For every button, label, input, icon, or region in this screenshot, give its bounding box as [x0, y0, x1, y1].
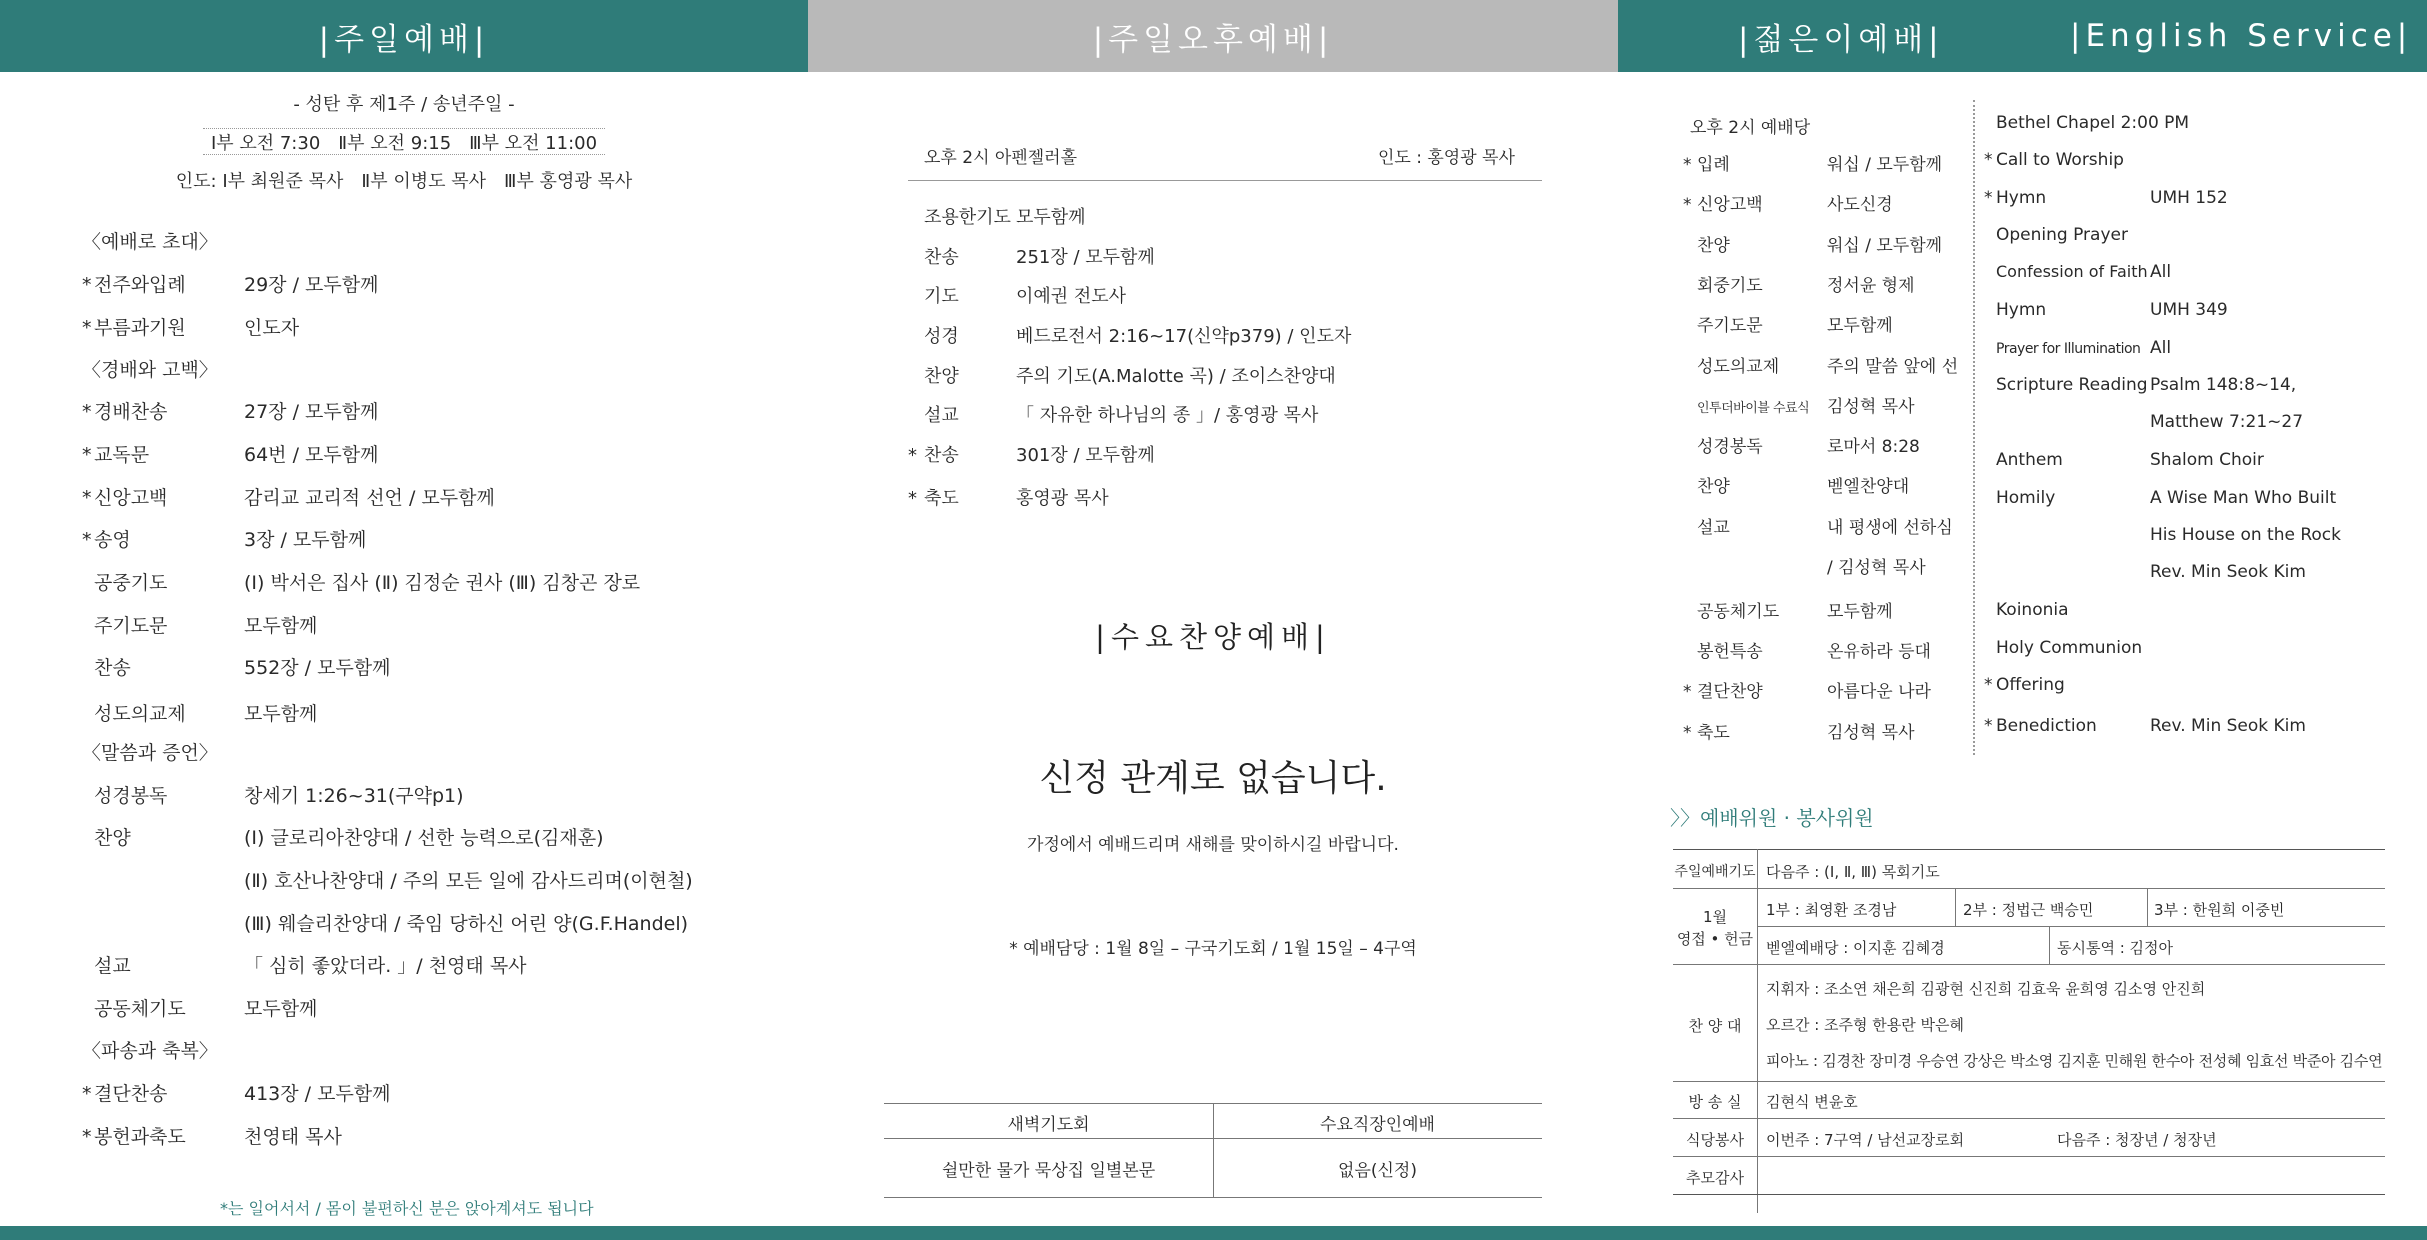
order-item: Rev. Min Seok Kim	[2150, 562, 2306, 582]
bottom-bar	[0, 1226, 2427, 1240]
usher-part2: 2부 : 정법근 백승민	[1963, 901, 2094, 919]
usher-label-month: 1월	[1702, 908, 1728, 926]
order-item: Matthew 7:21~27	[2150, 412, 2304, 432]
divider	[1673, 1118, 2385, 1119]
meal-label: 식당봉사	[1686, 1131, 1744, 1149]
divider	[884, 1197, 1542, 1198]
divider	[1757, 849, 1758, 1213]
afternoon-place: 오후 2시 아펜젤러홀	[924, 148, 1077, 168]
order-item: Opening Prayer	[1996, 225, 2128, 245]
order-item: 찬송 552장 / 모두함께	[94, 657, 391, 679]
order-item: 성경 베드로전서 2:16~17(신약p379) / 인도자	[924, 326, 1352, 347]
order-item: 기도 이예권 전도사	[924, 286, 1127, 307]
order-item: * Hymn UMH 152	[1984, 188, 2228, 208]
order-item: * 부름과기원 인도자	[82, 317, 300, 339]
order-item: * 교독문 64번 / 모두함께	[82, 444, 379, 466]
order-item: * 봉헌과축도 천영태 목사	[82, 1126, 342, 1148]
broadcast-value: 김현식 변윤호	[1766, 1093, 1858, 1111]
standing-footnote: *는 일어서서 / 몸이 불편하신 분은 앉아계셔도 됩니다	[220, 1199, 594, 1218]
youth-time: 오후 2시 예배당	[1690, 118, 1811, 138]
prayer-value: 다음주 : (Ⅰ, Ⅱ, Ⅲ) 목회기도	[1766, 863, 1940, 881]
divider	[1955, 888, 1956, 926]
english-time: Bethel Chapel 2:00 PM	[1996, 113, 2190, 133]
usher-bethel: 벧엘예배당 : 이지훈 김혜경	[1766, 939, 1945, 957]
meal-next-week: 다음주 : 청장년 / 청장년	[2057, 1131, 2217, 1149]
dawn-prayer-value: 쉴만한 물가 묵상집 일별본문	[941, 1161, 1156, 1181]
order-item: * 경배찬송 27장 / 모두함께	[82, 401, 379, 423]
divider	[908, 180, 1542, 181]
order-item: 성도의교제 모두함께	[94, 703, 318, 725]
order-item: * 입례 워십 / 모두함께	[1683, 155, 1943, 175]
order-item: 찬송 251장 / 모두함께	[924, 247, 1155, 268]
divider	[1673, 1156, 2385, 1157]
order-item: * 신앙고백 사도신경	[1683, 195, 1893, 215]
order-item: 주기도문 모두함께	[1697, 316, 1893, 336]
usher-interpretation: 동시통역 : 김정아	[2057, 939, 2174, 957]
order-item: 성경봉독 로마서 8:28	[1697, 437, 1920, 457]
order-item: * 결단찬양 아름다운 나라	[1683, 682, 1931, 702]
order-item: Hymn UMH 349	[1996, 300, 2228, 320]
dawn-prayer-header: 새벽기도회	[1007, 1115, 1090, 1135]
order-item: * 축도 홍영광 목사	[908, 488, 1109, 509]
order-item: * 전주와입례 29장 / 모두함께	[82, 274, 379, 296]
youth-english-header	[1618, 0, 2427, 72]
choir-label: 찬 양 대	[1688, 1017, 1742, 1035]
order-item: Koinonia	[1996, 600, 2069, 620]
order-item: 주기도문 모두함께	[94, 615, 318, 637]
order-item: * 송영 3장 / 모두함께	[82, 529, 367, 551]
divider	[1213, 1103, 1214, 1198]
order-item: 공동체기도 모두함께	[1697, 602, 1893, 622]
memorial-label: 추모감사	[1686, 1169, 1744, 1187]
order-item: 성경봉독 창세기 1:26~31(구약p1)	[94, 785, 464, 807]
wednesday-duty: * 예배담당 : 1월 8일 – 구국기도회 / 1월 15일 – 4구역	[1009, 939, 1417, 959]
usher-label: 영접 • 헌금	[1676, 930, 1754, 948]
youth-service-title: |젊은이예배|	[1738, 21, 1944, 58]
divider	[1673, 888, 2385, 889]
order-item: * Benediction Rev. Min Seok Kim	[1984, 716, 2306, 736]
order-item: 조용한기도 모두함께	[924, 207, 1086, 228]
wednesday-message: 가정에서 예배드리며 새해를 맞이하시길 바랍니다.	[1027, 835, 1399, 855]
morning-service-header: |주일예배|	[0, 0, 808, 72]
workers-service-header: 수요직장인예배	[1320, 1115, 1435, 1135]
order-item: His House on the Rock	[2150, 525, 2341, 545]
meal-this-week: 이번주 : 7구역 / 남선교장로회	[1766, 1131, 1965, 1149]
order-item: Homily A Wise Man Who Built	[1996, 488, 2337, 508]
order-item: * 찬송 301장 / 모두함께	[908, 445, 1155, 466]
section-sending: 〈파송과 축복〉	[82, 1040, 218, 1062]
english-service-title: |English Service|	[2070, 18, 2413, 54]
order-item: Confession of Faith All	[1996, 262, 2172, 282]
section-invitation: 〈예배로 초대〉	[82, 231, 218, 253]
order-item: 회중기도 정서윤 형제	[1697, 276, 1915, 296]
order-item: * 축도 김성혁 목사	[1683, 723, 1915, 743]
section-worship: 〈경배와 고백〉	[82, 359, 218, 381]
order-item: 인투더바이블 수료식 김성혁 목사	[1697, 397, 1915, 417]
order-item: 찬양 워십 / 모두함께	[1697, 236, 1943, 256]
workers-service-value: 없음(신정)	[1338, 1161, 1417, 1181]
usher-part3: 3부 : 한원희 이중빈	[2154, 901, 2285, 919]
order-item: 봉헌특송 온유하라 등대	[1697, 642, 1931, 662]
order-item: 공중기도 (Ⅰ) 박서은 집사 (Ⅱ) 김정순 권사 (Ⅲ) 김창곤 장로	[94, 572, 641, 594]
wednesday-notice: 신정 관계로 없습니다.	[1039, 758, 1387, 799]
choir-pianists: 피아노 : 김경찬 장미경 우승연 강상은 박소영 김지훈 민해원 한수아 전성혜 임효선 박준아 김수연	[1766, 1052, 2383, 1070]
order-item: 찬양 (Ⅰ) 글로리아찬양대 / 선한 능력으로(김재훈)	[94, 827, 604, 849]
afternoon-service-header: |주일오후예배|	[808, 0, 1618, 72]
order-item: (Ⅱ) 호산나찬양대 / 주의 모든 일에 감사드리며(이현철)	[244, 870, 693, 892]
volunteers-title: 〉〉예배위원 · 봉사위원	[1670, 806, 1874, 830]
divider	[1673, 1194, 2385, 1195]
divider	[1673, 1081, 2385, 1082]
divider	[1757, 926, 2385, 927]
divider	[1673, 849, 2385, 850]
order-item: * 신앙고백 감리교 교리적 선언 / 모두함께	[82, 487, 495, 509]
divider	[203, 154, 605, 155]
order-item: 공동체기도 모두함께	[94, 998, 318, 1020]
order-item: Holy Communion	[1996, 638, 2143, 658]
divider	[1673, 964, 2385, 965]
order-item: 설교 내 평생에 선하심	[1697, 518, 1953, 538]
afternoon-leader: 인도 : 홍영광 목사	[1378, 148, 1515, 168]
order-item: * Offering	[1984, 675, 2065, 695]
order-item: 설교 「 심히 좋았더라. 」/ 천영태 목사	[94, 955, 527, 977]
usher-part1: 1부 : 최영환 조경남	[1766, 901, 1897, 919]
choir-conductors: 지휘자 : 조소연 채은희 김광현 신진희 김효욱 윤희영 김소영 안진희	[1766, 980, 2206, 998]
service-times: Ⅰ부 오전 7:30 Ⅱ부 오전 9:15 Ⅲ부 오전 11:00	[210, 133, 598, 154]
order-item: * Call to Worship	[1984, 150, 2124, 170]
prayer-label: 주일예배기도	[1674, 864, 1756, 880]
order-item: 성도의교제 주의 말씀 앞에 선	[1697, 357, 1959, 377]
order-item: 설교 「 자유한 하나님의 종 」/ 홍영광 목사	[924, 405, 1319, 426]
order-item: * 결단찬송 413장 / 모두함께	[82, 1083, 391, 1105]
order-item: 찬양 주의 기도(A.Malotte 곡) / 조이스찬양대	[924, 366, 1336, 387]
order-item: Prayer for Illumination All	[1996, 338, 2172, 358]
order-item: Scripture Reading Psalm 148:8~14,	[1996, 375, 2297, 395]
section-word: 〈말씀과 증언〉	[82, 742, 218, 764]
order-item: Anthem Shalom Choir	[1996, 450, 2264, 470]
wednesday-service-title: |수요찬양예배|	[1095, 620, 1331, 654]
column-divider	[1973, 100, 1975, 755]
divider	[2049, 926, 2050, 964]
broadcast-label: 방 송 실	[1688, 1093, 1742, 1111]
order-item: 찬양 벧엘찬양대	[1697, 477, 1910, 497]
order-item: (Ⅲ) 웨슬리찬양대 / 죽임 당하신 어린 양(G.F.Handel)	[244, 913, 689, 935]
morning-subtitle: - 성탄 후 제1주 / 송년주일 -	[293, 94, 515, 115]
order-item: / 김성혁 목사	[1827, 558, 1926, 578]
choir-organists: 오르간 : 조주형 한용란 박은혜	[1766, 1016, 1965, 1034]
divider	[2147, 888, 2148, 926]
service-leaders: 인도: Ⅰ부 최원준 목사 Ⅱ부 이병도 목사 Ⅲ부 홍영광 목사	[175, 171, 633, 192]
